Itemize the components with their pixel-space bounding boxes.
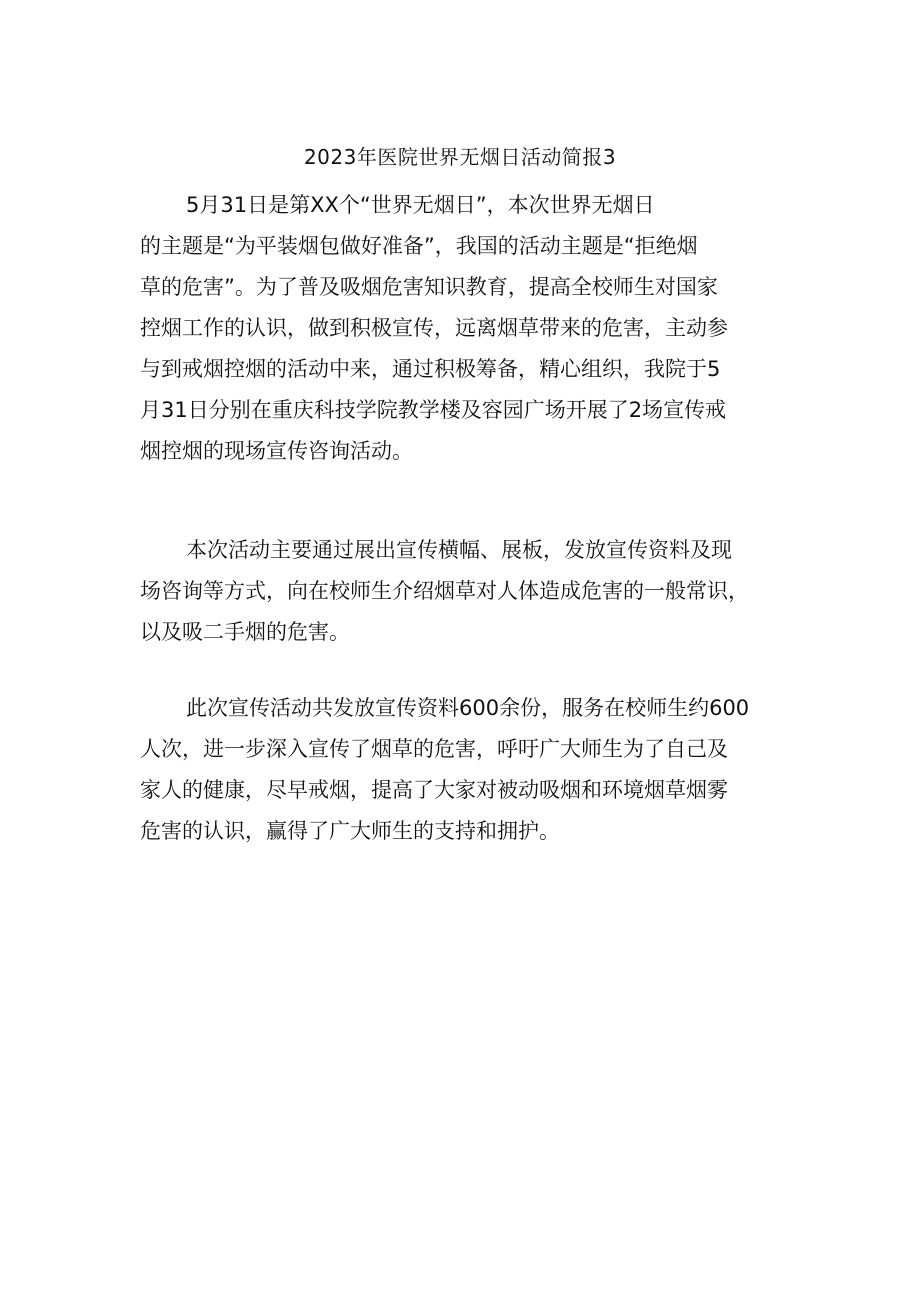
paragraph-line: 家人的健康，尽早戒烟，提高了大家对被动吸烟和环境烟草烟雾 — [140, 778, 728, 802]
paragraph-line: 本次活动主要通过展出宣传横幅、展板，发放宣传资料及现 — [186, 538, 732, 562]
paragraph-line: 与到戒烟控烟的活动中来，通过积极筹备，精心组织，我院于5 — [140, 357, 721, 381]
paragraph-3 — [140, 688, 800, 852]
paragraph-line: 5月31日是第XX个“世界无烟日”，本次世界无烟日 — [186, 193, 655, 217]
paragraph-line: 以及吸二手烟的危害。 — [140, 620, 350, 644]
paragraph-line: 场咨询等方式，向在校师生介绍烟草对人体造成危害的一般常识， — [140, 579, 749, 603]
paragraph-line: 危害的认识，赢得了广大师生的支持和拥护。 — [140, 819, 560, 843]
paragraph-line: 此次宣传活动共发放宣传资料600余份，服务在校师生约600 — [186, 696, 750, 720]
paragraph-2 — [140, 530, 800, 653]
paragraph-1 — [140, 185, 800, 472]
paragraph-line: 烟控烟的现场宣传咨询活动。 — [140, 439, 413, 463]
paragraph-line: 的主题是“为平装烟包做好准备”，我国的活动主题是“拒绝烟 — [140, 234, 698, 258]
paragraph-line: 人次，进一步深入宣传了烟草的危害，呼吁广大师生为了自己及 — [140, 737, 728, 761]
paragraph-line: 控烟工作的认识，做到积极宣传，远离烟草带来的危害，主动参 — [140, 316, 728, 340]
paragraph-line: 草的危害”。为了普及吸烟危害知识教育，提高全校师生对国家 — [140, 275, 718, 299]
document-title: 2023年医院世界无烟日活动简报3 — [303, 145, 617, 169]
paragraph-line: 月31日分别在重庆科技学院教学楼及容园广场开展了2场宣传戒 — [140, 398, 727, 422]
